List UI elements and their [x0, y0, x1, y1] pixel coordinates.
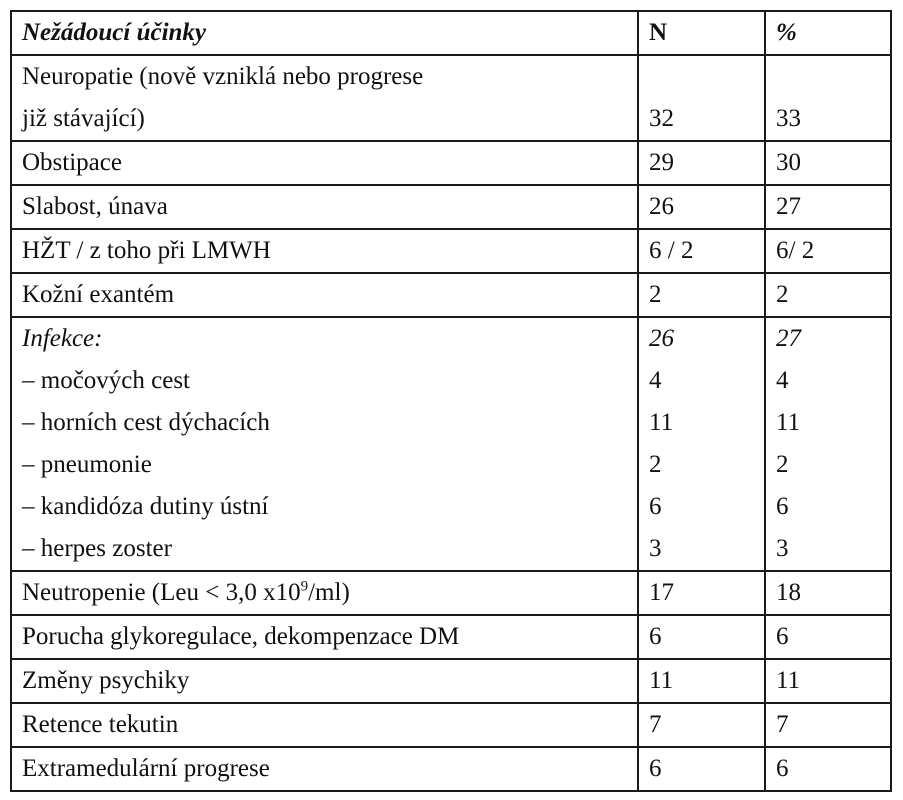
row-n: 11	[638, 402, 765, 444]
row-label: Porucha glykoregulace, dekompenzace DM	[11, 615, 638, 659]
row-n: 4	[638, 360, 765, 402]
row-percent: 11	[765, 402, 891, 444]
row-percent: 30	[765, 141, 891, 185]
row-n: 11	[638, 659, 765, 703]
row-label	[11, 55, 638, 141]
row-percent: 27	[765, 317, 891, 360]
header-n: N	[638, 11, 765, 55]
row-percent: 6	[765, 486, 891, 528]
row-percent: 33	[765, 55, 891, 141]
row-label: – pneumonie	[11, 444, 638, 486]
row-percent: 6	[765, 615, 891, 659]
row-percent: 6	[765, 747, 891, 791]
row-label: – kandidóza dutiny ústní	[11, 486, 638, 528]
table-row	[11, 747, 891, 791]
row-n: 6	[638, 747, 765, 791]
row-n: 32	[638, 55, 765, 141]
row-label: Obstipace	[11, 141, 638, 185]
row-label: – herpes zoster	[11, 528, 638, 571]
row-label-unit: /ml)	[308, 579, 350, 606]
table-row	[11, 185, 891, 229]
row-label: Slabost, únava	[11, 185, 638, 229]
row-percent: 11	[765, 659, 891, 703]
row-n: 2	[638, 444, 765, 486]
table-row-infections	[11, 317, 891, 360]
row-percent: 3	[765, 528, 891, 571]
table-row	[11, 486, 891, 528]
row-n: 29	[638, 141, 765, 185]
table-header-row	[11, 11, 891, 55]
row-label: Retence tekutin	[11, 703, 638, 747]
row-label	[11, 571, 638, 615]
table-row	[11, 571, 891, 615]
table-row	[11, 703, 891, 747]
row-n: 17	[638, 571, 765, 615]
row-label: – horních cest dýchacích	[11, 402, 638, 444]
row-label: Extramedulární progrese	[11, 747, 638, 791]
row-percent: 27	[765, 185, 891, 229]
adverse-effects-table-wrapper	[10, 10, 890, 792]
table-row	[11, 659, 891, 703]
row-n: 6 / 2	[638, 229, 765, 273]
row-percent: 7	[765, 703, 891, 747]
row-n: 6	[638, 615, 765, 659]
row-n: 7	[638, 703, 765, 747]
row-label: HŽT / z toho při LMWH	[11, 229, 638, 273]
row-n: 26	[638, 317, 765, 360]
row-percent: 6/ 2	[765, 229, 891, 273]
row-percent: 18	[765, 571, 891, 615]
row-label-superscript: 9	[300, 578, 309, 595]
row-percent: 2	[765, 444, 891, 486]
row-percent: 2	[765, 273, 891, 317]
row-label: Kožní exantém	[11, 273, 638, 317]
header-adverse-effects: Nežádoucí účinky	[11, 11, 638, 55]
row-label-line2: již stávající)	[22, 105, 145, 132]
table-row	[11, 55, 891, 141]
table-row	[11, 360, 891, 402]
table-row	[11, 615, 891, 659]
row-label: Infekce:	[11, 317, 638, 360]
row-n: 26	[638, 185, 765, 229]
table-row	[11, 402, 891, 444]
row-n: 3	[638, 528, 765, 571]
row-label: Změny psychiky	[11, 659, 638, 703]
table-row	[11, 229, 891, 273]
table-row	[11, 528, 891, 571]
row-n: 2	[638, 273, 765, 317]
table-row	[11, 444, 891, 486]
row-label-line1: Neuropatie (nově vzniklá nebo progrese	[22, 63, 424, 90]
table-row	[11, 273, 891, 317]
header-percent: %	[765, 11, 891, 55]
row-label: – močových cest	[11, 360, 638, 402]
adverse-effects-table	[10, 10, 892, 792]
row-percent: 4	[765, 360, 891, 402]
table-row	[11, 141, 891, 185]
row-label-text: Neutropenie (Leu < 3,0 x10	[22, 579, 301, 606]
row-n: 6	[638, 486, 765, 528]
